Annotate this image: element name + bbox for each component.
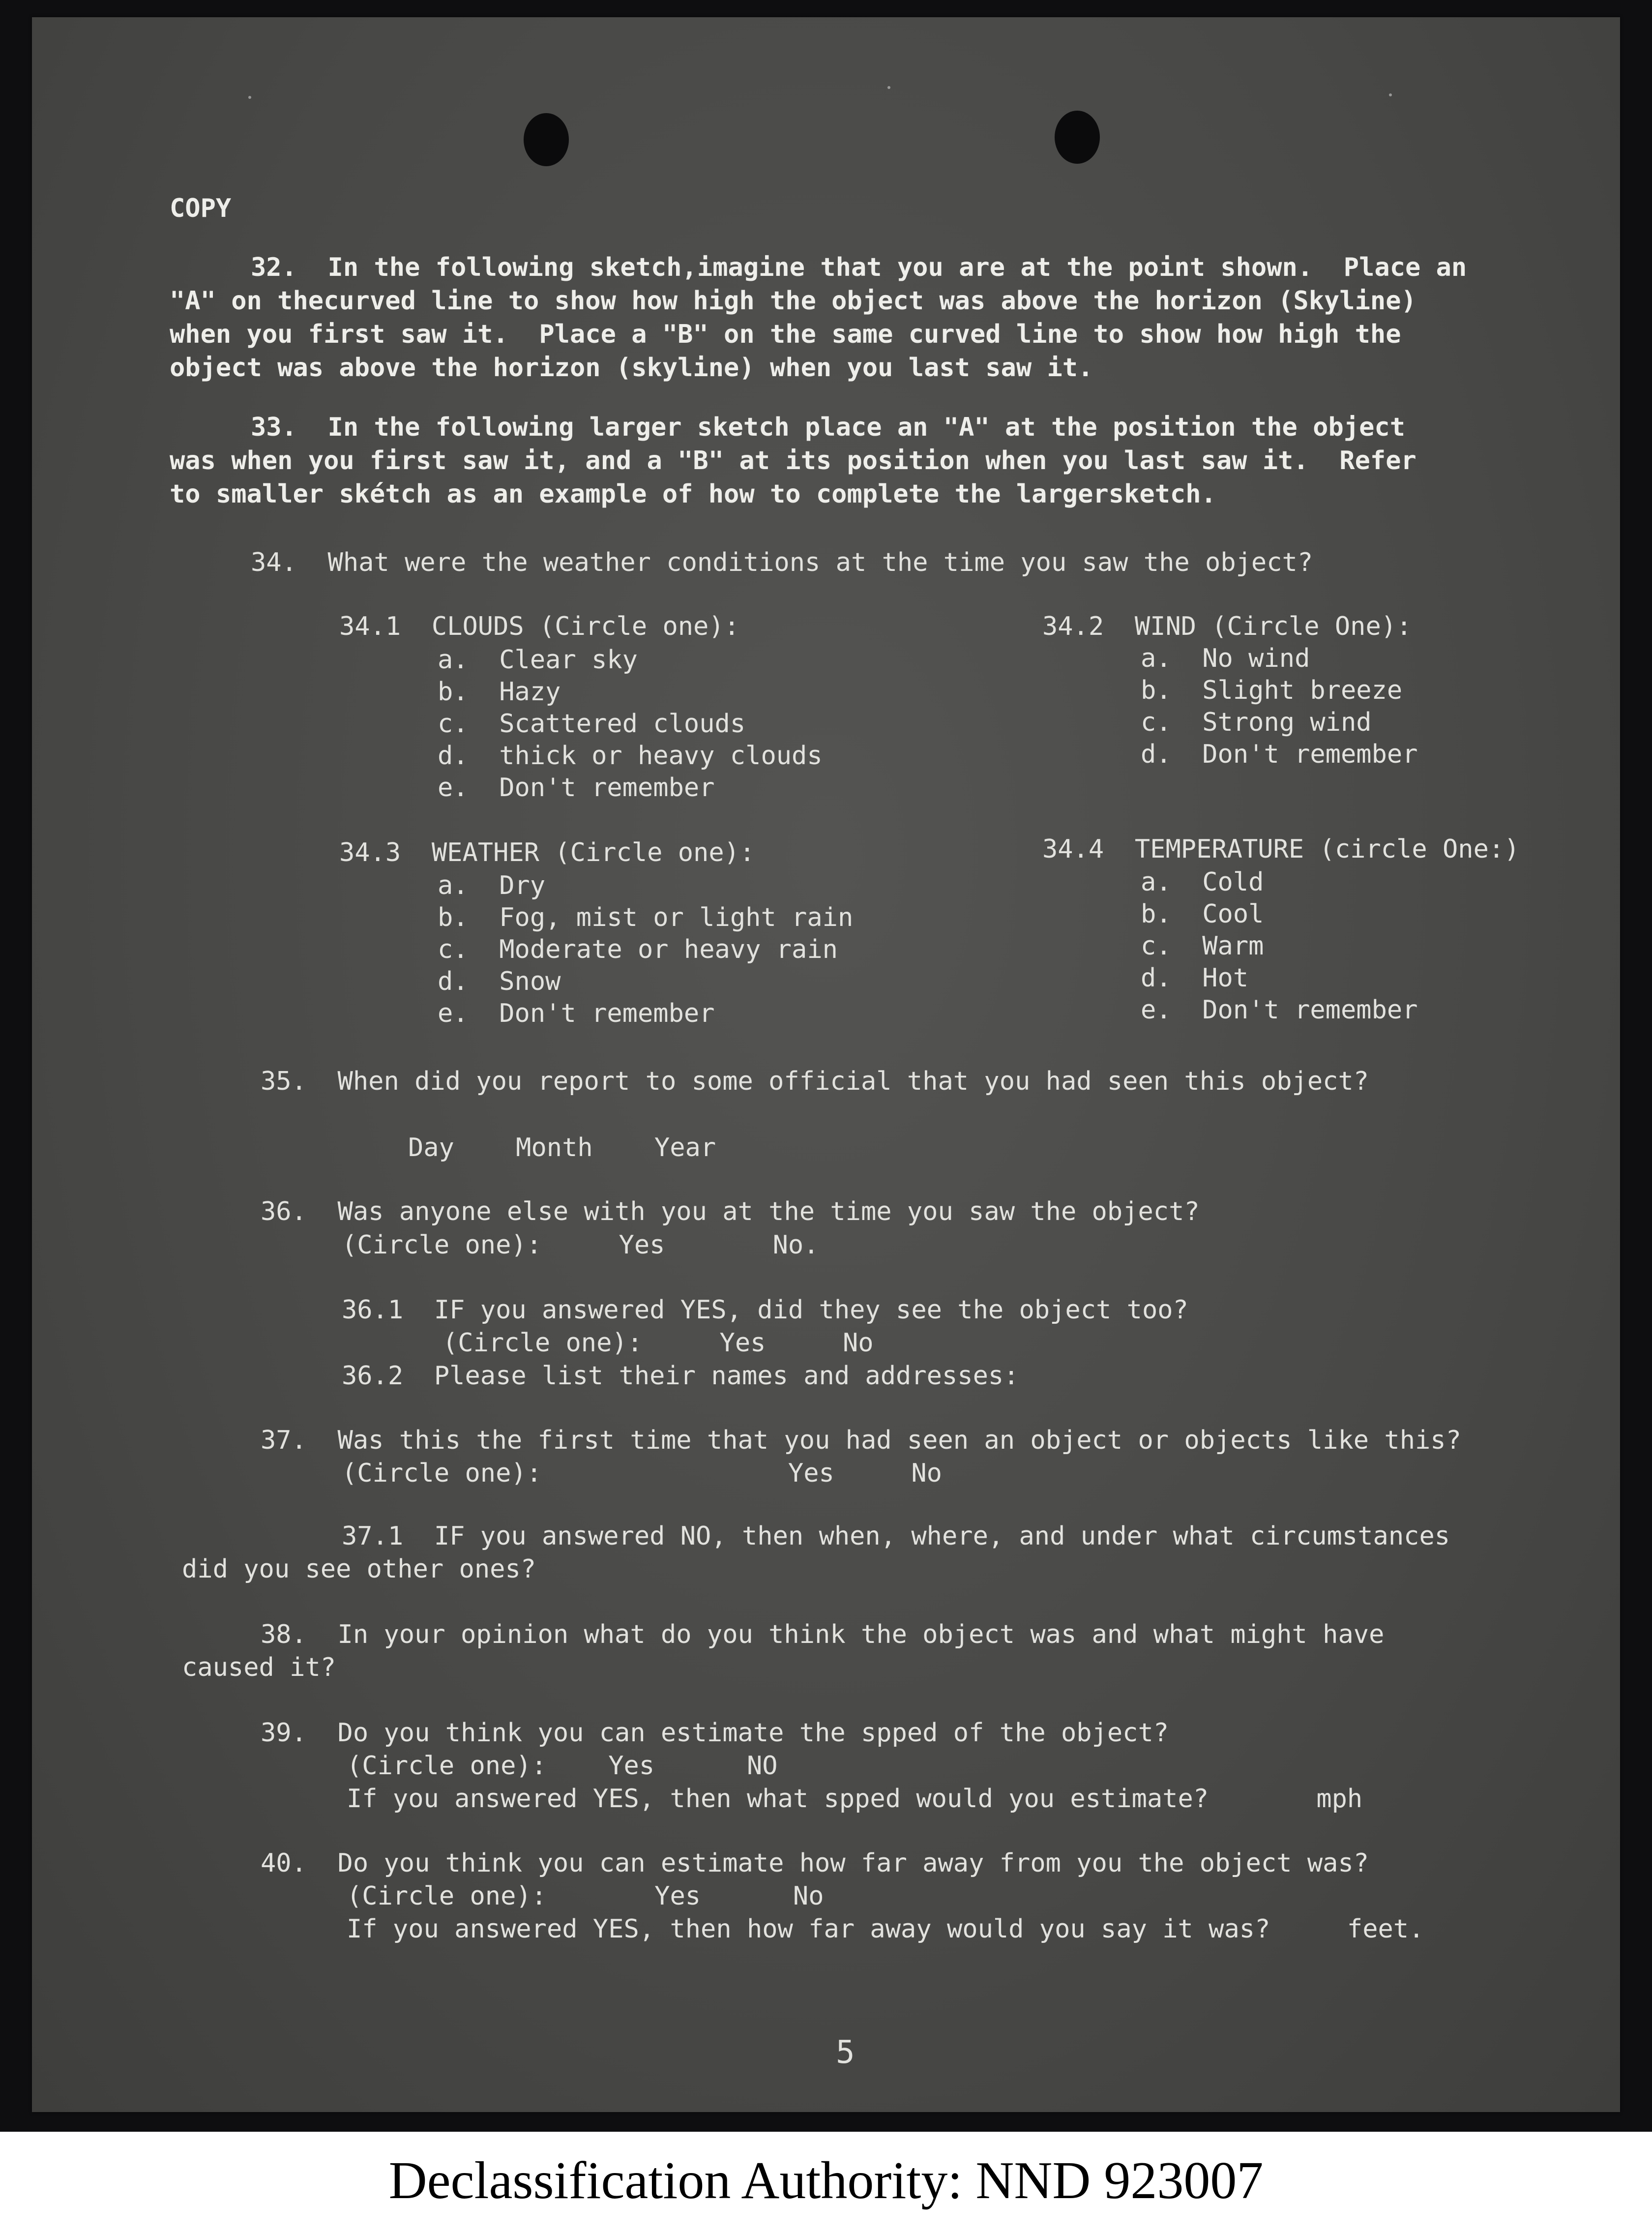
weather-option-b: b. Fog, mist or light rain — [438, 903, 854, 932]
weather-option-d: d. Snow — [438, 967, 561, 996]
q34-1-clouds-label: 34.1 CLOUDS (Circle one): — [339, 612, 739, 641]
q37-line1: 37. Was this the first time that you had seen an object or objects like this? — [261, 1426, 1461, 1455]
temperature-option-d: d. Hot — [1141, 963, 1249, 993]
q33-line3: to smaller skétch as an example of how to complete the largersketch. — [170, 479, 1216, 509]
q37-1-line2: did you see other ones? — [182, 1554, 536, 1584]
q34-4-temperature-label: 34.4 TEMPERATURE (circle One:) — [1042, 834, 1520, 864]
q32-line2: "A" on thecurved line to show how high the object was above the horizon (Skyline) — [170, 286, 1416, 316]
q34-2-wind-label: 34.2 WIND (Circle One): — [1042, 612, 1412, 641]
q32-line4: object was above the horizon (skyline) when you last saw it. — [170, 353, 1093, 383]
punch-hole-left — [524, 113, 569, 166]
q38-line2: caused it? — [182, 1653, 336, 1682]
q37-1-line1: 37.1 IF you answered NO, then when, where, and under what circumstances — [342, 1521, 1450, 1551]
temperature-option-a: a. Cold — [1141, 867, 1264, 897]
q38-line1: 38. In your opinion what do you think the object was and what might have — [261, 1620, 1385, 1649]
temperature-option-b: b. Cool — [1141, 899, 1264, 929]
wind-option-d: d. Don't remember — [1141, 740, 1418, 769]
wind-option-c: c. Strong wind — [1141, 708, 1372, 737]
q35-question: 35. When did you report to some official that you had seen this object? — [261, 1067, 1369, 1096]
temperature-option-c: c. Warm — [1141, 931, 1264, 961]
q34-question: 34. What were the weather conditions at the time you saw the object? — [251, 548, 1313, 577]
q36-line2: (Circle one): Yes No. — [342, 1230, 819, 1260]
q39-line3: If you answered YES, then what spped would you estimate? mph — [347, 1784, 1363, 1814]
q39-line1: 39. Do you think you can estimate the spped of the object? — [261, 1718, 1169, 1748]
q36-1-line1: 36.1 IF you answered YES, did they see the object too? — [342, 1295, 1188, 1325]
clouds-option-d: d. thick or heavy clouds — [438, 741, 823, 771]
weather-option-e: e. Don't remember — [438, 999, 715, 1028]
q33-line1: 33. In the following larger sketch place an "A" at the position the object — [251, 413, 1405, 442]
weather-option-a: a. Dry — [438, 871, 546, 900]
clouds-option-c: c. Scattered clouds — [438, 709, 746, 739]
q32-line3: when you first saw it. Place a "B" on the same curved line to show how high the — [170, 320, 1401, 349]
page-number: 5 — [836, 2034, 855, 2071]
clouds-option-e: e. Don't remember — [438, 773, 715, 803]
q36-2: 36.2 Please list their names and addresses: — [342, 1361, 1019, 1391]
temperature-option-e: e. Don't remember — [1141, 995, 1418, 1025]
wind-option-a: a. No wind — [1141, 644, 1310, 673]
q35-date-fields: Day Month Year — [408, 1133, 716, 1162]
clouds-option-b: b. Hazy — [438, 677, 561, 707]
paper-speck — [887, 86, 890, 89]
copy-mark: COPY — [170, 194, 232, 223]
punch-hole-right — [1055, 111, 1100, 164]
q37-line2: (Circle one): Yes No — [342, 1459, 942, 1488]
q36-line1: 36. Was anyone else with you at the time you saw the object? — [261, 1197, 1200, 1226]
q40-line1: 40. Do you think you can estimate how far away from you the object was? — [261, 1848, 1369, 1878]
paper-speck — [248, 96, 251, 99]
q40-line2: (Circle one): Yes No — [347, 1881, 824, 1911]
clouds-option-a: a. Clear sky — [438, 645, 638, 675]
paper-speck — [1389, 93, 1392, 96]
q34-3-weather-label: 34.3 WEATHER (Circle one): — [339, 838, 755, 867]
q33-line2: was when you first saw it, and a "B" at its position when you last saw it. Refer — [170, 446, 1416, 476]
q36-1-line2: (Circle one): Yes No — [442, 1328, 874, 1358]
weather-option-c: c. Moderate or heavy rain — [438, 935, 838, 964]
q32-line1: 32. In the following sketch,imagine that you are at the point shown. Place an — [251, 253, 1467, 282]
q40-line3: If you answered YES, then how far away would you say it was? feet. — [347, 1914, 1424, 1944]
q39-line2: (Circle one): Yes NO — [347, 1751, 778, 1781]
declassification-authority: Declassification Authority: NND 923007 — [388, 2151, 1264, 2210]
wind-option-b: b. Slight breeze — [1141, 676, 1403, 705]
